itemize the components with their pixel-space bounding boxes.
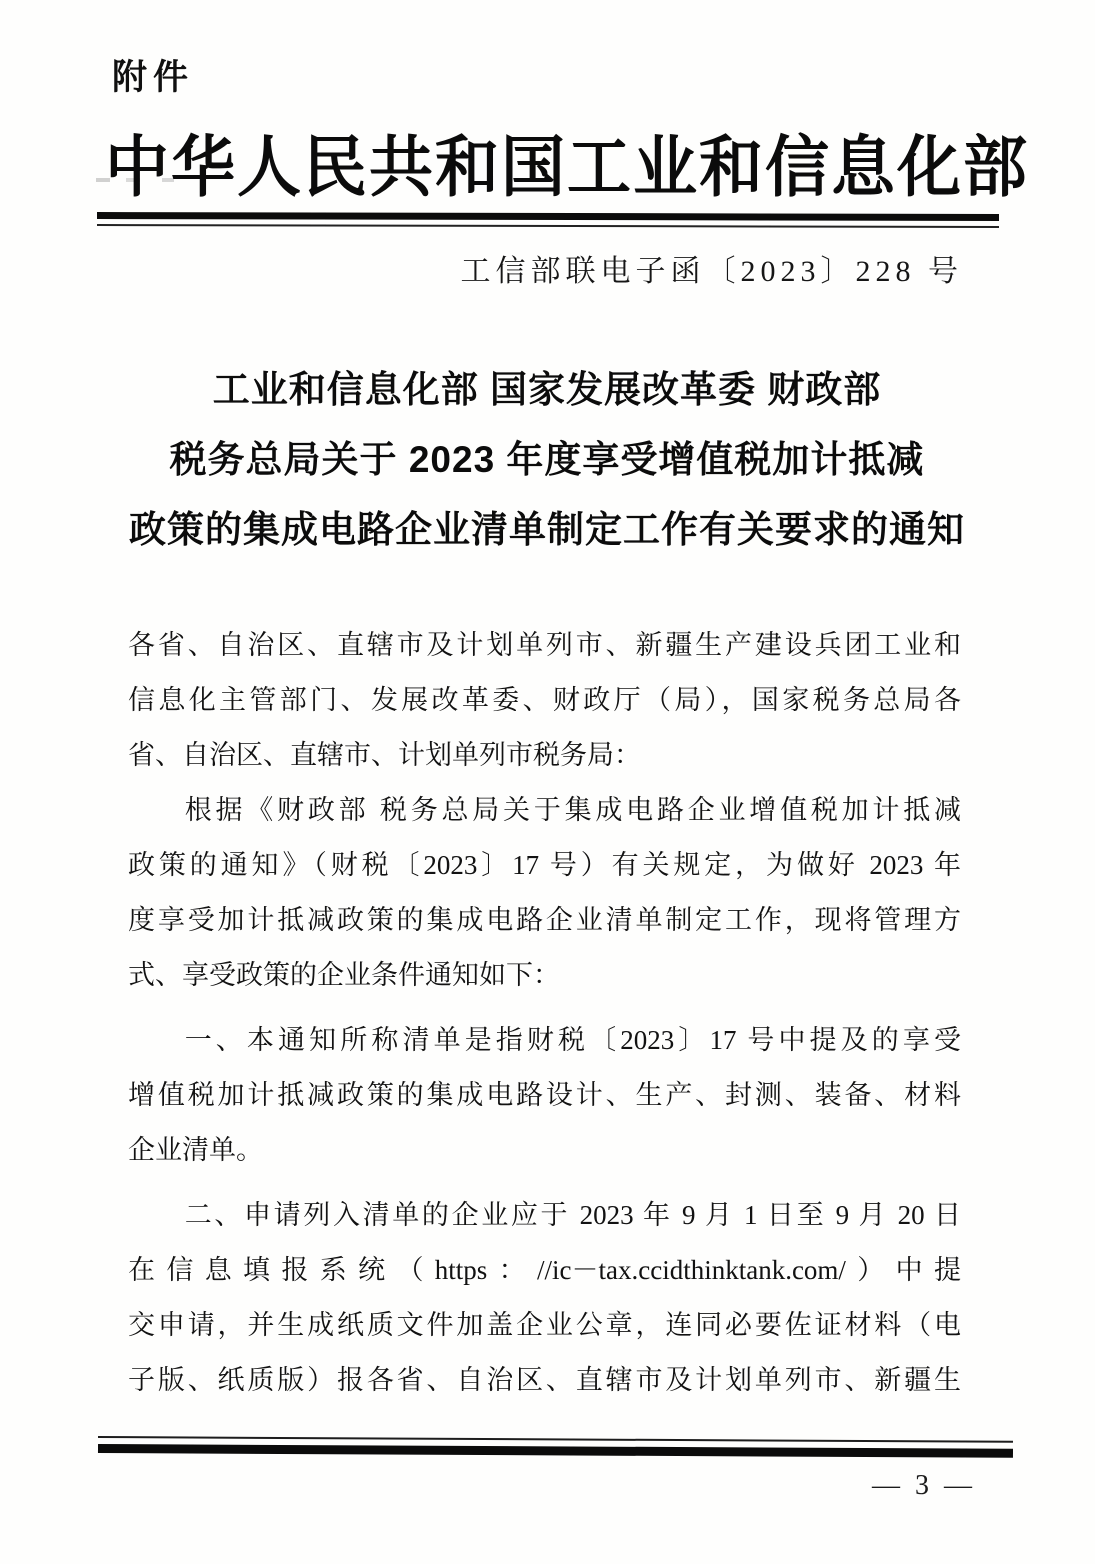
footer-rule-thick [98, 1444, 1013, 1458]
masthead-agency-name: 中华人民共和国工业和信息化部 [105, 130, 1029, 205]
item-2-line: 子版、纸质版）报各省、自治区、直辖市及计划单列市、新疆生 [128, 1365, 961, 1395]
paragraph-basis-line: 根据《财政部 税务总局关于集成电路企业增值税加计抵减 [184, 795, 961, 825]
salutation-line: 各省、自治区、直辖市及计划单列市、新疆生产建设兵团工业和 [128, 630, 961, 660]
document-title [72, 355, 1022, 565]
paragraph-basis-line: 度享受加计抵减政策的集成电路企业清单制定工作，现将管理方 [128, 905, 961, 935]
salutation-line: 信息化主管部门、发展改革委、财政厅（局），国家税务总局各 [128, 685, 961, 715]
item-1-line: 增值税加计抵减政策的集成电路设计、生产、封测、装备、材料 [128, 1080, 961, 1110]
document-body [128, 618, 961, 1408]
salutation-line: 省、自治区、直辖市、计划单列市税务局： [128, 740, 641, 770]
item-2-line: 交申请，并生成纸质文件加盖企业公章，连同必要佐证材料（电 [128, 1310, 961, 1340]
document-reference-number: 工信部联电子函〔2023〕228 号 [460, 255, 963, 288]
item-2-line: 二、申请列入清单的企业应于 2023 年 9 月 1 日至 9 月 20 日 [184, 1200, 961, 1230]
header-rule-thin [97, 224, 999, 228]
page-number: — 3 — [872, 1470, 976, 1501]
document-title-line-1: 工业和信息化部 国家发展改革委 财政部 [212, 369, 882, 410]
item-1-line: 企业清单。 [128, 1135, 263, 1165]
footer-rule-thin [98, 1436, 1013, 1443]
paragraph-basis-line: 式、享受政策的企业条件通知如下： [128, 960, 560, 990]
document-title-line-2: 税务总局关于 2023 年度享受增值税加计抵减 [169, 439, 925, 480]
paragraph-basis-line: 政策的通知》（财税〔2023〕17 号）有关规定，为做好 2023 年 [128, 850, 961, 880]
header-rule-thick [97, 212, 999, 221]
document-title-line-3: 政策的集成电路企业清单制定工作有关要求的通知 [129, 509, 965, 550]
attachment-label: 附件 [112, 58, 195, 97]
item-1-line: 一、本通知所称清单是指财税〔2023〕17 号中提及的享受 [184, 1025, 961, 1055]
item-2-line: 在信息填报系统（https：//ic－tax.ccidthinktank.com/）中提 [128, 1255, 961, 1285]
